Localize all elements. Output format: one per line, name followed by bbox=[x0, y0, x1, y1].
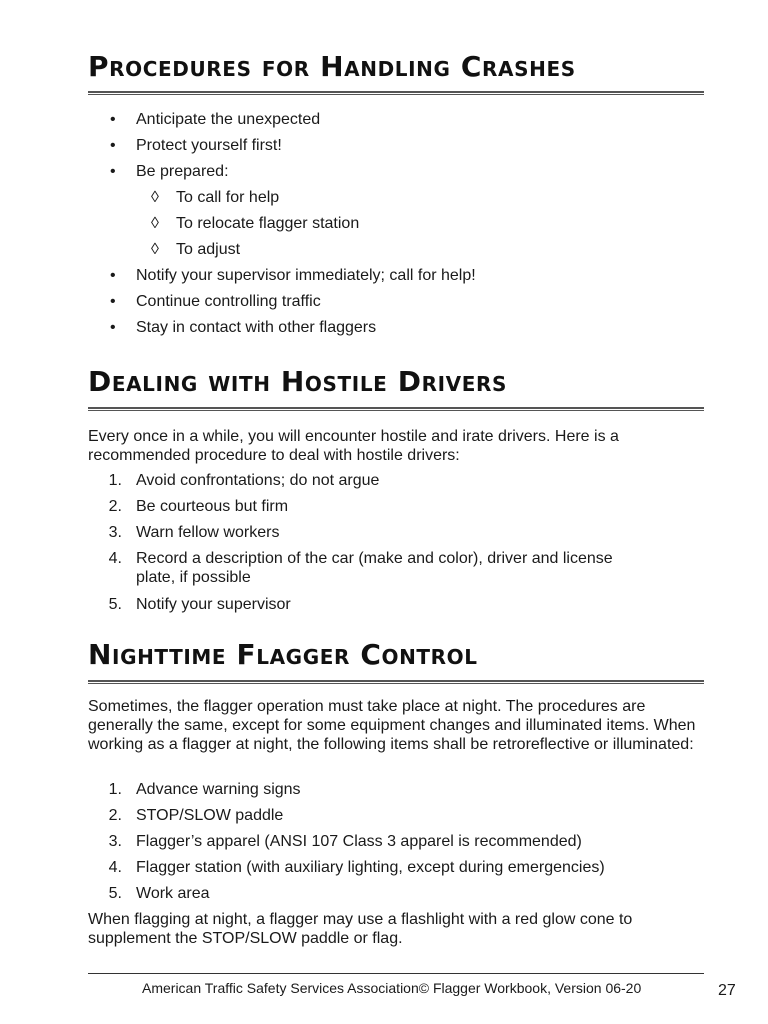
night-intro-paragraph: Sometimes, the flagger operation must take place at night. The procedures are generally the same, except for some equipment changes and illuminated items. When working as a flagger at night, the following items shall be retroreflective or illuminated: bbox=[88, 698, 696, 753]
list-item: Protect yourself first! bbox=[136, 137, 282, 154]
step-number: 2. bbox=[108, 807, 122, 824]
step-number: 5. bbox=[108, 885, 122, 902]
list-item: Record a description of the car (make and color), driver and license bbox=[136, 550, 613, 567]
diamond-marker-icon: ◊ bbox=[151, 189, 159, 206]
list-item: Flagger’s apparel (ANSI 107 Class 3 apparel is recommended) bbox=[136, 833, 582, 850]
section-rule-night bbox=[88, 680, 704, 684]
step-number: 1. bbox=[108, 472, 122, 489]
list-item: Continue controlling traffic bbox=[136, 293, 321, 310]
footer-text: American Traffic Safety Services Association© Flagger Workbook, Version 06-20 bbox=[142, 980, 642, 996]
list-item: Work area bbox=[136, 885, 210, 902]
list-item: Advance warning signs bbox=[136, 781, 301, 798]
diamond-marker-icon: ◊ bbox=[151, 241, 159, 258]
list-item: Flagger station (with auxiliary lighting, except during emergencies) bbox=[136, 859, 605, 876]
night-closing-paragraph: When flagging at night, a flagger may use a flashlight with a red glow cone to supplement the STOP/SLOW paddle or flag. bbox=[88, 911, 633, 947]
bullet-marker: • bbox=[110, 163, 116, 180]
step-number: 2. bbox=[108, 498, 122, 515]
list-item: Be courteous but firm bbox=[136, 498, 289, 515]
list-item: Stay in contact with other flaggers bbox=[136, 319, 377, 336]
section-rule-crashes bbox=[88, 91, 704, 95]
diamond-marker-icon: ◊ bbox=[151, 215, 159, 232]
step-number: 5. bbox=[108, 596, 122, 613]
list-item: Avoid confrontations; do not argue bbox=[136, 472, 380, 489]
section-title-crashes: Procedures for Handling Crashes bbox=[88, 50, 576, 83]
sub-list-item: To adjust bbox=[176, 241, 241, 258]
bullet-marker: • bbox=[110, 137, 116, 154]
list-item-continuation: plate, if possible bbox=[136, 569, 251, 586]
list-item: Notify your supervisor immediately; call for help! bbox=[136, 267, 476, 284]
bullet-marker: • bbox=[110, 111, 116, 128]
list-item: STOP/SLOW paddle bbox=[136, 807, 284, 824]
section-title-night: Nighttime Flagger Control bbox=[88, 638, 478, 671]
list-item: Notify your supervisor bbox=[136, 596, 291, 613]
footer-rule bbox=[88, 973, 704, 974]
bullet-marker: • bbox=[110, 319, 116, 336]
section-rule-hostile bbox=[88, 407, 704, 411]
list-item: Be prepared: bbox=[136, 163, 229, 180]
page-number: 27 bbox=[718, 982, 736, 999]
hostile-intro-paragraph: Every once in a while, you will encounter hostile and irate drivers. Here is a recommended procedure to deal with hostile drivers: bbox=[88, 428, 619, 464]
section-title-hostile: Dealing with Hostile Drivers bbox=[88, 365, 508, 398]
sub-list-item: To relocate flagger station bbox=[176, 215, 360, 232]
list-item: Warn fellow workers bbox=[136, 524, 280, 541]
step-number: 4. bbox=[108, 550, 122, 567]
list-item: Anticipate the unexpected bbox=[136, 111, 321, 128]
step-number: 1. bbox=[108, 781, 122, 798]
bullet-marker: • bbox=[110, 293, 116, 310]
step-number: 4. bbox=[108, 859, 122, 876]
step-number: 3. bbox=[108, 524, 122, 541]
step-number: 3. bbox=[108, 833, 122, 850]
sub-list-item: To call for help bbox=[176, 189, 280, 206]
bullet-marker: • bbox=[110, 267, 116, 284]
